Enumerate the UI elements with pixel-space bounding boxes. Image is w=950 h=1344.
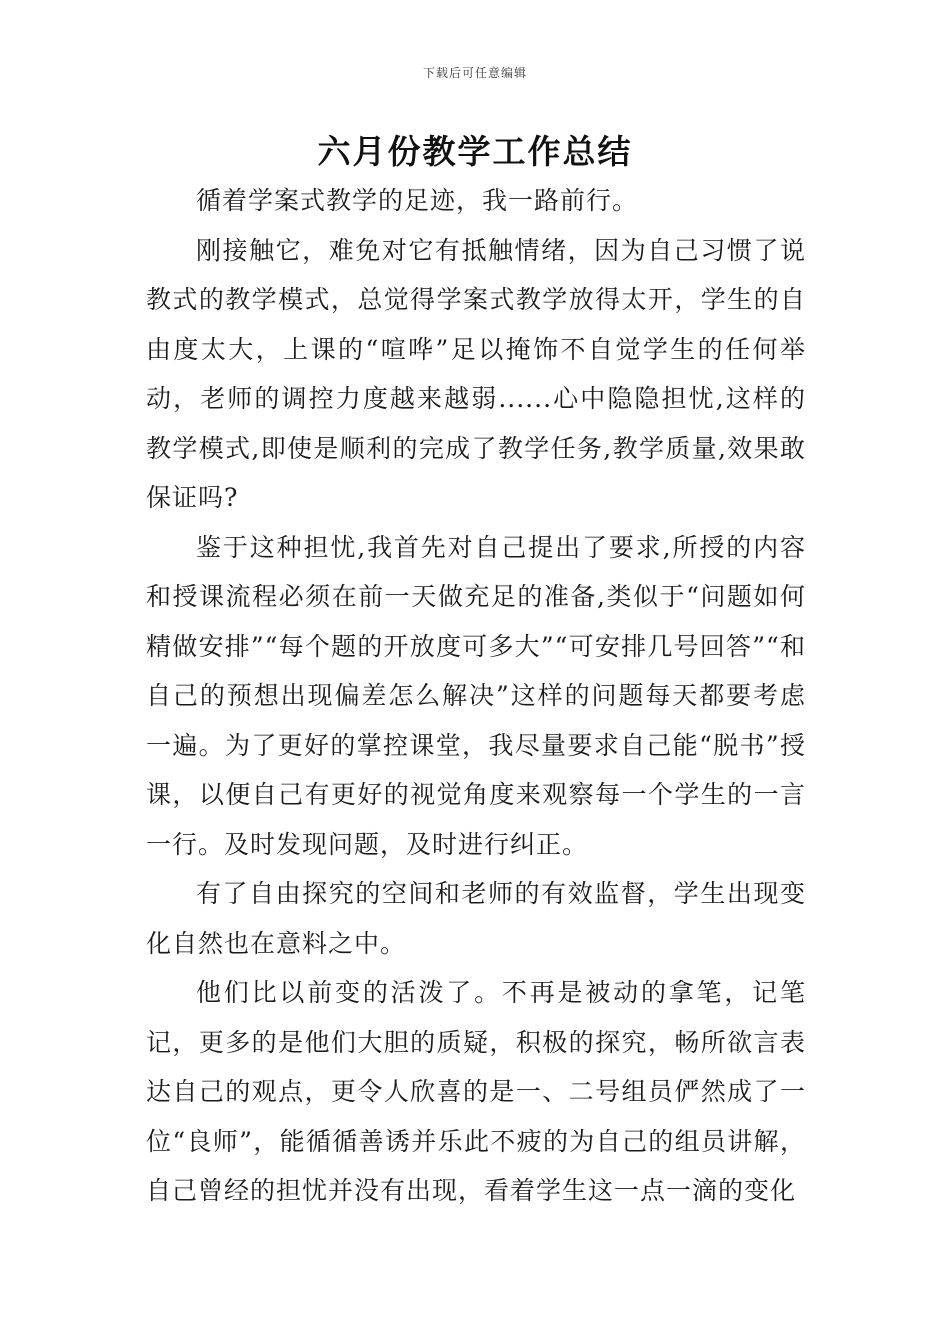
header-note: 下载后可任意编辑	[422, 66, 527, 80]
paragraph: 循着学案式教学的足迹，我一路前行。	[196, 186, 639, 215]
paragraph: 刚接触它，难免对它有抵触情绪，因为自己习惯了说教式的教学模式，总觉得学案式教学放得太开，学生的自由度太大，上课的“喧哗”足以掩饰不自觉学生的任何举动，老师的调控力度越来越弱......心中隐隐担忧,这样的教学模式,即使是顺利的完成了教学任务,教学质量,效果敢保证吗?	[146, 235, 806, 512]
paragraph: 有了自由探究的空间和老师的有效监督，学生出现变化自然也在意料之中。	[146, 879, 806, 958]
document-title: 六月份教学工作总结	[317, 132, 633, 171]
paragraph: 他们比以前变的活泼了。不再是被动的拿笔，记笔记，更多的是他们大胆的质疑，积极的探究，畅所欲言表达自己的观点，更令人欣喜的是一、二号组员俨然成了一位“良师”，能循循善诱并乐此不疲的为自己的组员讲解，自己曾经的担忧并没有出现，看着学生这一点一滴的变化	[146, 978, 806, 1205]
paragraph: 鉴于这种担忧,我首先对自己提出了要求,所授的内容和授课流程必须在前一天做充足的准备,类似于“问题如何精做安排”“每个题的开放度可多大”“可安排几号回答”“和自己的预想出现偏差怎么解决”这样的问题每天都要考虑一遍。为了更好的掌控课堂，我尽量要求自己能“脱书”授课，以便自己有更好的视觉角度来观察每一个学生的一言一行。及时发现问题，及时进行纠正。	[146, 532, 806, 859]
document-body	[146, 176, 806, 1216]
